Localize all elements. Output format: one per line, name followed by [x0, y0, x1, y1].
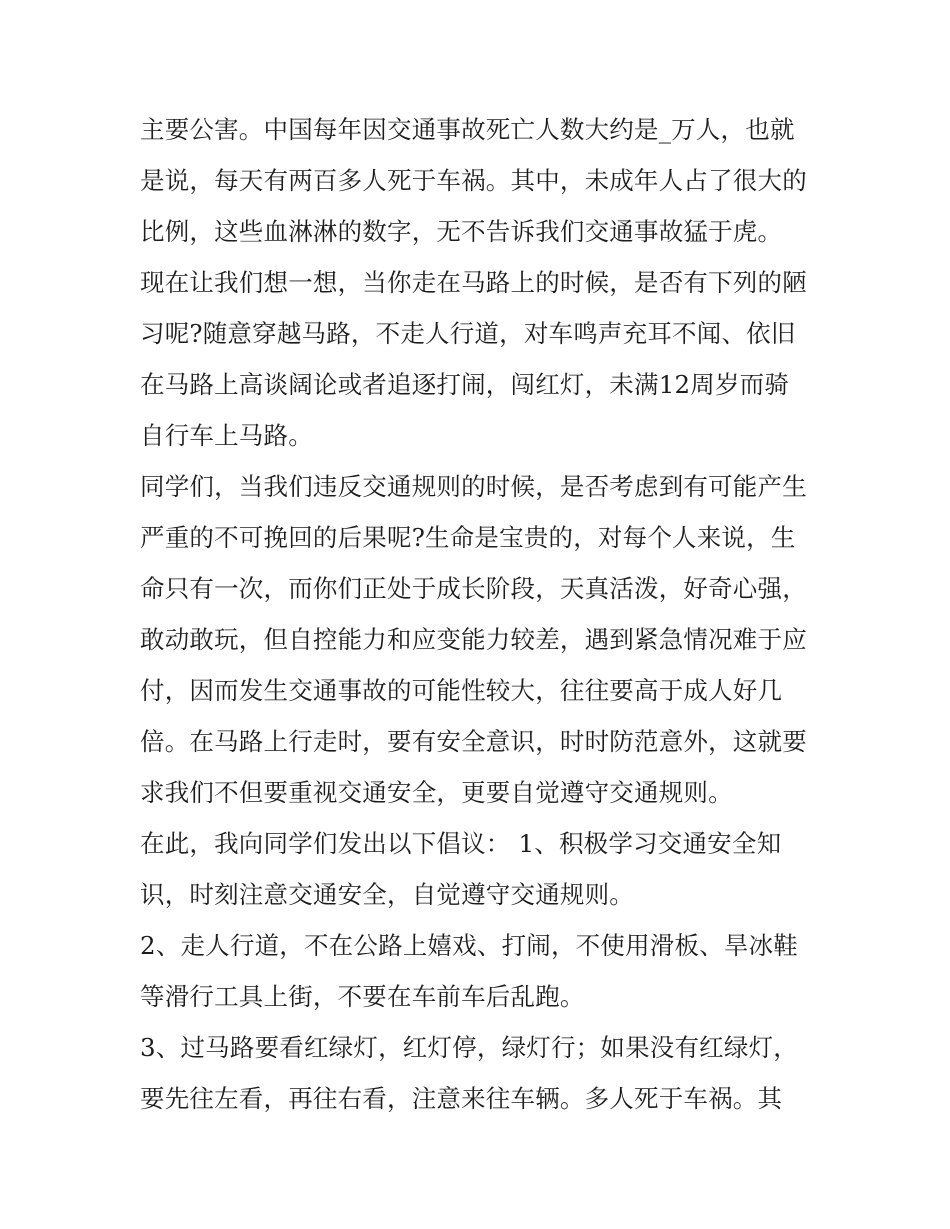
- text-line: 习呢?随意穿越马路，不走人行道，对车鸣声充耳不闻、依旧: [140, 319, 796, 348]
- text-line: 倍。在马路上行走时，要有安全意识，时时防范意外，这就要: [140, 727, 807, 756]
- text-line: 在此，我向同学们发出以下倡议： 1、积极学习交通安全知: [140, 829, 782, 858]
- text-line: 付，因而发生交通事故的可能性较大，往往要高于成人好几: [140, 676, 783, 705]
- text-line: 现在让我们想一想，当你走在马路上的时候，是否有下列的陋: [140, 268, 807, 297]
- text-line: 敢动敢玩，但自控能力和应变能力较差，遇到紧急情况难于应: [140, 625, 807, 654]
- text-line: 自行车上马路。: [140, 421, 313, 450]
- text-line: 主要公害。中国每年因交通事故死亡人数大约是_万人，也就: [140, 115, 795, 144]
- text-line: 命只有一次，而你们正处于成长阶段，天真活泼，好奇心强，: [140, 574, 807, 603]
- text-line: 严重的不可挽回的后果呢?生命是宝贵的，对每个人来说，生: [140, 523, 796, 552]
- text-line: 等滑行工具上街，不要在车前车后乱跑。: [140, 982, 585, 1011]
- text-line: 同学们，当我们违反交通规则的时候，是否考虑到有可能产生: [140, 472, 807, 501]
- text-line: 是说，每天有两百多人死于车祸。其中，未成年人占了很大的: [140, 166, 807, 195]
- text-line: 2、走人行道，不在公路上嬉戏、打闹，不使用滑板、旱冰鞋: [140, 931, 798, 960]
- text-line: 求我们不但要重视交通安全，更要自觉遵守交通规则。: [140, 778, 733, 807]
- text-line: 比例，这些血淋淋的数字，无不告诉我们交通事故猛于虎。: [140, 217, 783, 246]
- text-line: 识，时刻注意交通安全，自觉遵守交通规则。: [140, 880, 634, 909]
- text-line: 要先往左看，再往右看，注意来往车辆。多人死于车祸。其: [140, 1084, 783, 1113]
- text-line: 在马路上高谈阔论或者追逐打闹，闯红灯，未满12周岁而骑: [140, 370, 790, 399]
- text-line: 3、过马路要看红绿灯，红灯停，绿灯行；如果没有红绿灯，: [140, 1033, 798, 1062]
